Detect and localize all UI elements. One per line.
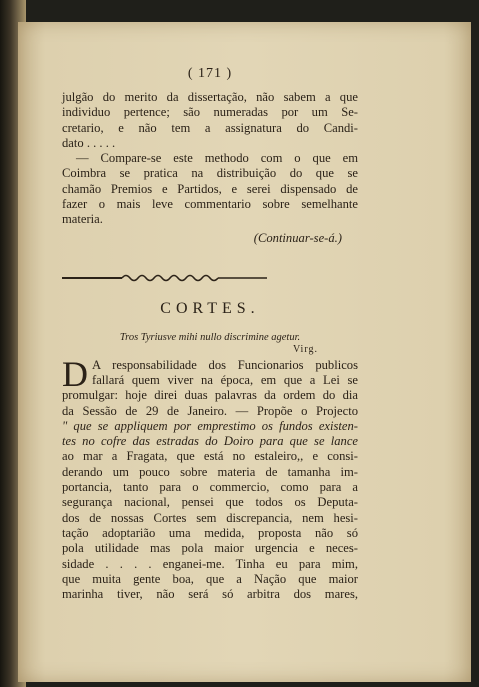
text-line: portancia, tanto para o commercio, como para a	[62, 480, 358, 495]
text-line: A responsabilidade dos Funcionarios publicos	[92, 357, 358, 372]
page-number: ( 171 )	[187, 66, 233, 81]
ornamental-divider	[62, 272, 267, 284]
article-paragraph	[62, 353, 358, 603]
section-title: CORTES.	[160, 299, 260, 317]
text-line: Coimbra se pratica na distribuição do que se	[62, 166, 358, 181]
text-line: da Sessão de 29 de Janeiro. — Propõe o Projecto	[62, 403, 358, 418]
paragraph-1	[62, 90, 358, 151]
text-line: cretario, e não tem a assignatura do Candi-	[62, 120, 358, 135]
text-line: sidade . . . . enganei-me. Tinha eu para mim,	[62, 556, 358, 571]
page-content	[62, 63, 358, 602]
text-line: derando um pouco sobre materia de tamanha im-	[62, 464, 358, 479]
text-line: promulgar: hoje direi duas palavras da ordem do dia	[62, 388, 358, 403]
drop-cap: D	[62, 353, 88, 394]
text-line: " que se appliquem por emprestimo os fundos existen-	[62, 418, 358, 433]
text-line: tes no cofre das estradas do Doiro para que se lance	[62, 434, 358, 449]
text-line: marinha tiver, não será só arbitra dos mares,	[62, 587, 358, 602]
text-line: chamão Premios e Partidos, e serei dispensado de	[62, 181, 358, 196]
text-line: dato . . . . .	[62, 135, 116, 150]
text-line: tação adoptarião uma medida, proposta não só	[62, 525, 358, 540]
epigraph-author: Virg.	[292, 343, 318, 355]
text-line: que muita gente boa, que a Nação que maior	[62, 571, 358, 586]
text-line: pola utilidade mas pola maior urgencia e neces-	[62, 541, 358, 556]
text-line: individuo pertence; são numeradas por um Se-	[62, 105, 358, 120]
text-line: fazer o mais leve commentario sobre semelhante	[62, 197, 358, 212]
text-line: — Compare-se este methodo com o que em	[76, 151, 358, 166]
text-line: materia.	[62, 212, 103, 227]
text-line: fallará quem viver na época, em que a Lei se	[92, 372, 358, 387]
text-line: dos de nossas Cortes sem discrepancia, nem hesi-	[62, 510, 358, 525]
text-line: julgão do merito da dissertação, não sabem a que	[62, 90, 358, 104]
epigraph: Tros Tyriusve mihi nullo discrimine agetur.	[119, 331, 301, 343]
continuation-note: (Continuar-se-á.)	[253, 230, 342, 245]
text-line: segurança nacional, pensei que todos os Deputa-	[62, 495, 358, 510]
text-line: ao mar a Fragata, que está no estaleiro,, e consi-	[62, 449, 358, 464]
paragraph-2	[62, 151, 358, 227]
